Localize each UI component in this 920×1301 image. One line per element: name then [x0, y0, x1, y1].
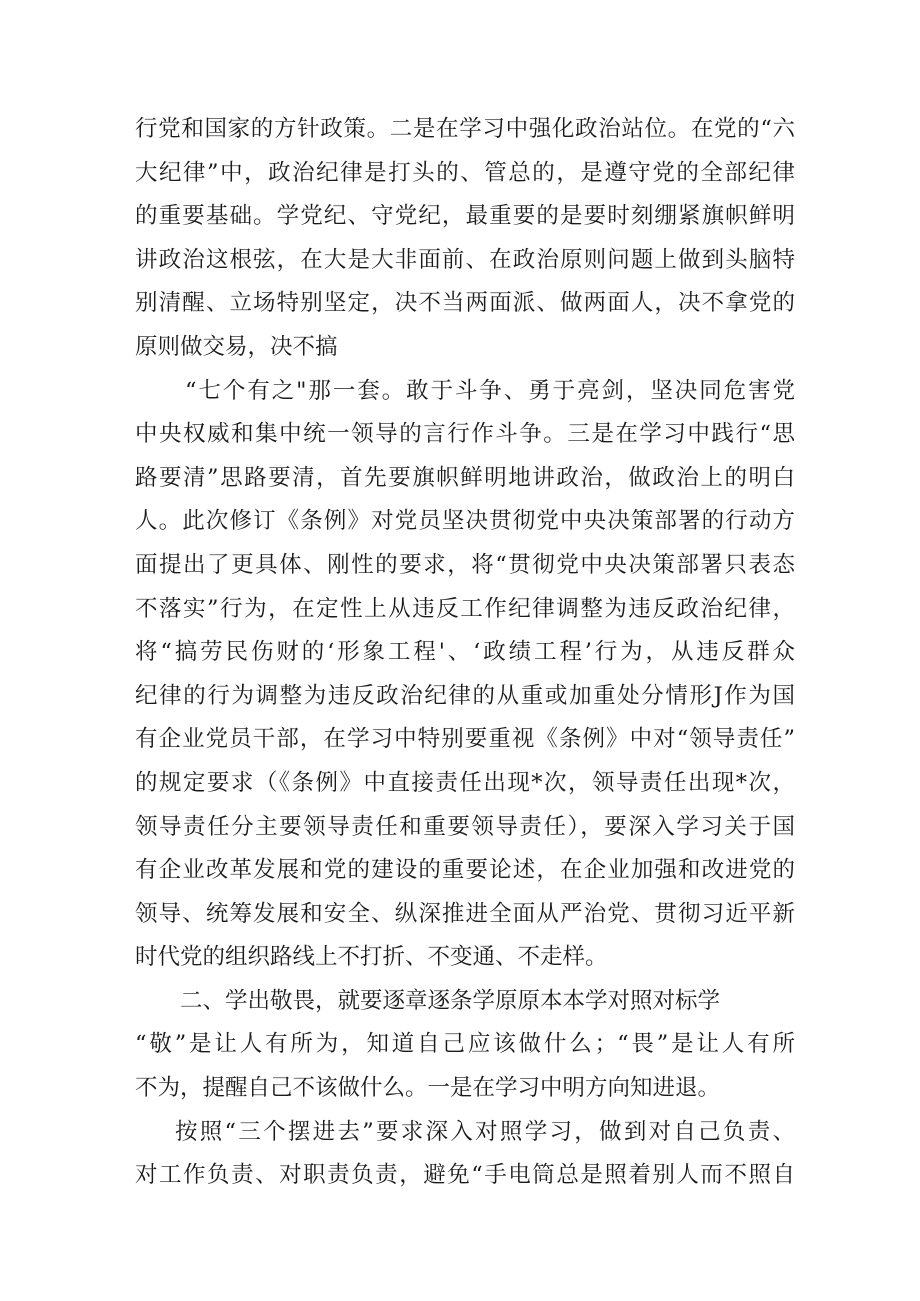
- section-heading: 二、学出敬畏，就要逐章逐条学原原本本学对照对标学: [180, 987, 721, 1014]
- text-line: 原则做交易，决不搞: [135, 333, 338, 360]
- text-line: 的重要基础。学党纪、守党纪，最重要的是要时刻绷紧旗帜鲜明: [135, 203, 795, 230]
- text-line: 时代党的组织路线上不打折、不变通、不走样。: [135, 944, 608, 971]
- text-line: 领导责任分主要领导责任和重要领导责任），要深入学习关于国: [135, 813, 795, 840]
- text-line: 纪律的行为调整为违反政治纪律的从重或加重处分情形J作为国: [135, 682, 795, 709]
- text-line: 不为，提醒自己不该做什么。一是在学习中明方向知进退。: [135, 1075, 721, 1102]
- text-line: 别清醒、立场特别坚定，决不当两面派、做两面人，决不拿党的: [135, 290, 795, 317]
- text-line: 将“搞劳民伤财的‘形象工程'、‘政绩工程’行为，从违反群众: [135, 639, 795, 666]
- text-line: 面提出了更具体、刚性的要求，将“贯彻党中央决策部署只表态: [135, 551, 795, 578]
- text-line: 有企业党员干部，在学习中特别要重视《条例》中对“领导责任”: [135, 726, 795, 753]
- text-line: 人。此次修订《条例》对党员坚决贯彻党中央决策部署的行动方: [135, 508, 795, 535]
- text-line: 讲政治这根弦，在大是大非面前、在政治原则问题上做到头脑特: [135, 246, 795, 273]
- text-line: 大纪律”中，政治纪律是打头的、管总的，是遵守党的全部纪律: [135, 159, 795, 186]
- text-line: “敬”是让人有所为，知道自己应该做什么；“畏”是让人有所: [135, 1031, 795, 1058]
- text-line: 行党和国家的方针政策。二是在学习中强化政治站位。在党的“六: [135, 116, 795, 142]
- text-line: 路要清”思路要清，首先要旗帜鲜明地讲政治，做政治上的明白: [135, 464, 795, 491]
- text-line: 中央权威和集中统一领导的言行作斗争。三是在学习中践行“思: [135, 421, 795, 448]
- text-line: 的规定要求（《条例》中直接责任出现*次，领导责任出现*次，: [135, 769, 795, 796]
- text-line: 不落实”行为，在定性上从违反工作纪律调整为违反政治纪律，: [135, 595, 795, 622]
- text-line: “七个有之"那一套。敢于斗争、勇于亮剑，坚决同危害党: [185, 377, 795, 404]
- text-line: 领导、统筹发展和安全、纵深推进全面从严治党、贯彻习近平新: [135, 900, 795, 927]
- text-line: 按照“三个摆进去”要求深入对照学习，做到对自己负责、: [175, 1118, 795, 1145]
- text-line: 对工作负责、对职责负责，避免“手电筒总是照着别人而不照自: [135, 1162, 795, 1189]
- text-line: 有企业改革发展和党的建设的重要论述，在企业加强和改进党的: [135, 857, 795, 884]
- body-text: [135, 108, 795, 1198]
